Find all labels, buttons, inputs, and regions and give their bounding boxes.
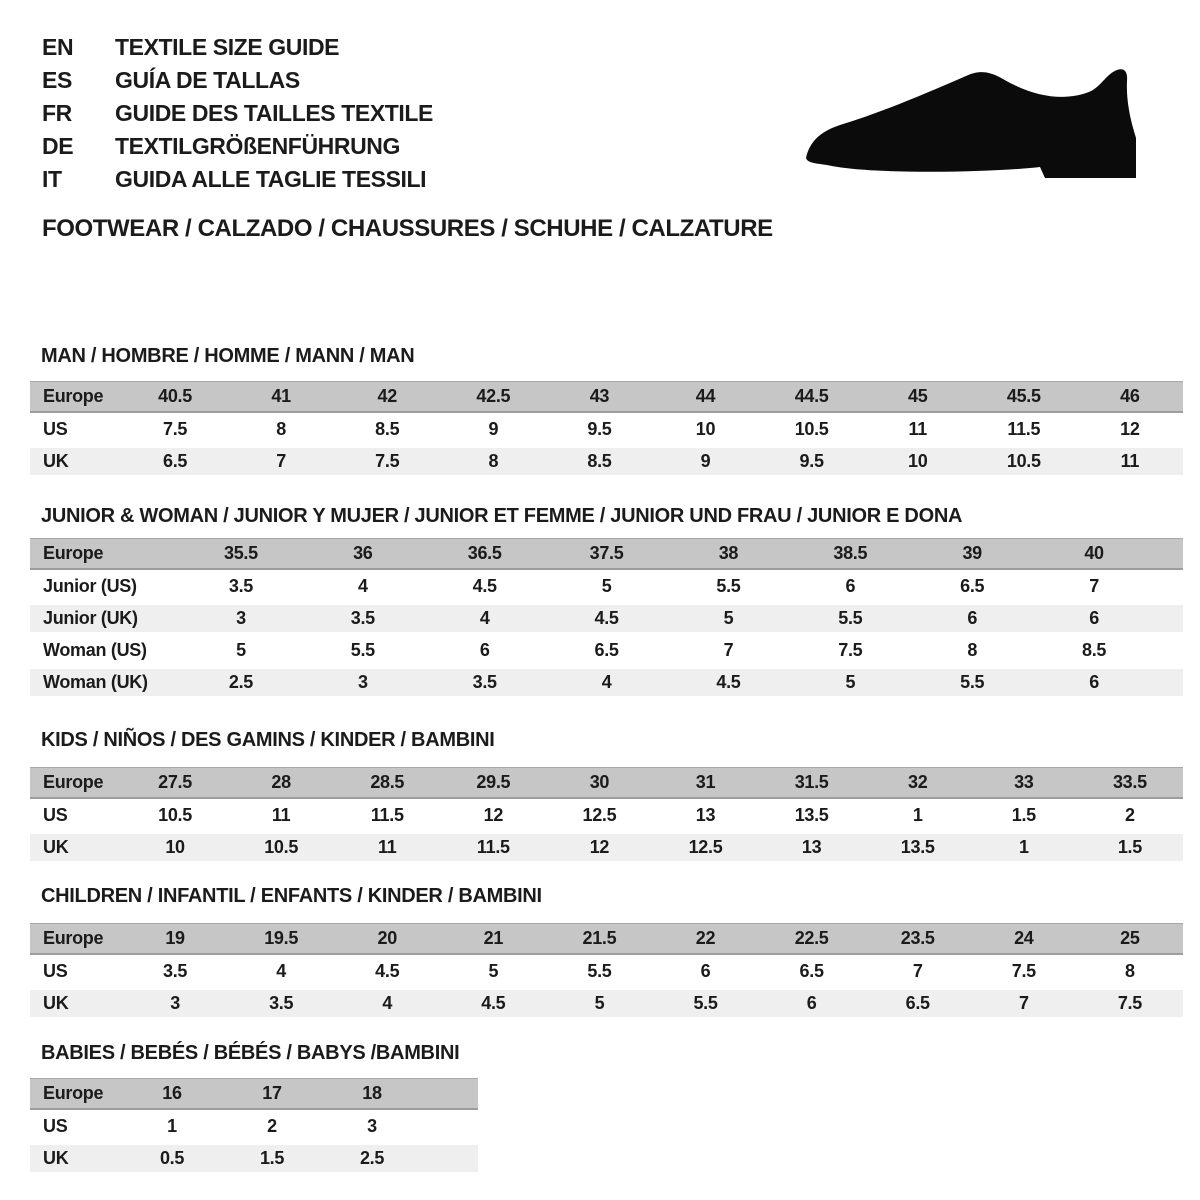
size-cell: 6.5 <box>905 993 930 1013</box>
table-row <box>30 1142 478 1174</box>
size-cell: 5.5 <box>960 672 985 692</box>
size-cell: 4 <box>479 608 490 628</box>
language-row-es <box>42 64 433 97</box>
size-cell: 11.5 <box>1007 418 1041 439</box>
size-cell: 1 <box>912 804 923 825</box>
row-label: Europe <box>43 1083 104 1103</box>
size-cell: 19 <box>165 928 185 948</box>
size-cell: 10 <box>165 837 185 857</box>
size-cell: 23.5 <box>900 928 935 948</box>
size-cell: 33 <box>1014 772 1034 792</box>
size-cell: 13 <box>801 837 822 857</box>
table-row <box>30 1078 478 1110</box>
size-cell: 6 <box>806 993 817 1013</box>
size-cell: 17 <box>262 1083 282 1103</box>
language-label: GUÍA DE TALLAS <box>115 67 300 93</box>
size-cell: 16 <box>162 1083 182 1103</box>
size-cell: 7.5 <box>1117 993 1142 1013</box>
size-cell: 5 <box>845 672 856 692</box>
size-table-kids <box>30 767 1183 863</box>
size-cell: 7 <box>276 451 286 471</box>
size-cell: 0.5 <box>159 1148 185 1168</box>
size-cell: 8.5 <box>587 451 612 471</box>
table-row <box>30 767 1183 799</box>
table-row <box>30 538 1183 570</box>
size-cell: 8 <box>967 639 978 660</box>
size-table-junior-woman <box>30 538 1183 698</box>
size-cell: 5.5 <box>838 608 863 628</box>
size-cell: 3 <box>236 608 246 628</box>
size-cell: 3.5 <box>350 608 375 628</box>
size-cell: 2 <box>1125 804 1135 825</box>
section-title-children: CHILDREN / INFANTIL / ENFANTS / KINDER / BAMBINI <box>41 885 542 907</box>
size-cell: 29.5 <box>476 772 511 792</box>
size-cell: 6.5 <box>594 639 619 660</box>
size-cell: 4 <box>276 960 286 981</box>
size-cell: 3.5 <box>162 960 188 981</box>
row-label: US <box>43 418 68 439</box>
size-cell: 44.5 <box>794 386 829 406</box>
size-cell: 7 <box>1018 993 1029 1013</box>
row-label: Junior (UK) <box>43 608 138 628</box>
size-cell: 5.5 <box>350 639 375 660</box>
size-cell: 8 <box>488 451 499 471</box>
size-cell: 3.5 <box>228 575 253 596</box>
size-cell: 8 <box>1125 960 1135 981</box>
size-cell: 31.5 <box>794 772 829 792</box>
table-row <box>30 570 1183 602</box>
size-cell: 6.5 <box>799 960 824 981</box>
size-cell: 36 <box>353 543 373 563</box>
size-cell: 10.5 <box>1006 451 1041 471</box>
row-label: Woman (US) <box>43 639 147 660</box>
size-cell: 6 <box>845 575 856 596</box>
size-cell: 12 <box>483 804 504 825</box>
size-cell: 4 <box>601 672 612 692</box>
size-cell: 45 <box>907 386 928 406</box>
size-cell: 38 <box>718 543 739 563</box>
size-cell: 1.5 <box>1011 804 1036 825</box>
size-cell: 9.5 <box>587 418 612 439</box>
size-cell: 10.5 <box>264 837 299 857</box>
size-cell: 6 <box>967 608 978 628</box>
size-cell: 32 <box>907 772 928 792</box>
size-cell: 33.5 <box>1112 772 1147 792</box>
size-cell: 6 <box>1089 608 1099 628</box>
size-cell: 8.5 <box>375 418 400 439</box>
size-cell: 3 <box>357 672 368 692</box>
size-cell: 44 <box>695 386 716 406</box>
shoe-silhouette-svg <box>800 62 1140 200</box>
size-cell: 13 <box>695 804 716 825</box>
table-row <box>30 831 1183 863</box>
table-row <box>30 445 1183 477</box>
size-cell: 4 <box>382 993 393 1013</box>
row-label: UK <box>43 993 69 1013</box>
row-label: Europe <box>43 772 104 792</box>
shoe-icon <box>800 62 1140 200</box>
size-cell: 11 <box>1120 451 1140 471</box>
size-cell: 2.5 <box>228 672 253 692</box>
size-cell: 5.5 <box>693 993 718 1013</box>
table-row <box>30 381 1183 413</box>
language-code: FR <box>42 100 72 126</box>
size-cell: 43 <box>589 386 610 406</box>
size-cell: 12.5 <box>582 804 617 825</box>
size-table-children <box>30 923 1183 1019</box>
size-cell: 9.5 <box>799 451 824 471</box>
language-code: IT <box>42 166 62 192</box>
size-table-babies <box>30 1078 478 1174</box>
size-cell: 3 <box>170 993 180 1013</box>
size-cell: 4.5 <box>716 672 741 692</box>
size-cell: 11 <box>271 804 291 825</box>
size-cell: 18 <box>362 1083 382 1103</box>
size-cell: 13.5 <box>900 837 935 857</box>
size-cell: 40 <box>1084 543 1104 563</box>
size-cell: 7.5 <box>1011 960 1036 981</box>
size-cell: 5 <box>488 960 499 981</box>
size-cell: 22.5 <box>794 928 829 948</box>
size-cell: 8 <box>276 418 286 439</box>
size-cell: 5 <box>236 639 246 660</box>
size-cell: 45.5 <box>1006 386 1041 406</box>
size-cell: 39 <box>962 543 982 563</box>
size-cell: 20 <box>377 928 397 948</box>
size-cell: 13.5 <box>794 804 829 825</box>
size-cell: 7 <box>723 639 734 660</box>
size-cell: 11 <box>908 418 927 439</box>
size-cell: 4.5 <box>472 575 497 596</box>
size-cell: 2 <box>267 1115 277 1136</box>
size-cell: 25 <box>1120 928 1140 948</box>
size-cell: 4.5 <box>375 960 400 981</box>
size-cell: 1.5 <box>1117 837 1142 857</box>
size-cell: 11.5 <box>476 837 510 857</box>
size-cell: 46 <box>1120 386 1140 406</box>
language-row-de <box>42 130 433 163</box>
size-cell: 6.5 <box>960 575 985 596</box>
size-cell: 5.5 <box>587 960 612 981</box>
language-code: DE <box>42 133 74 159</box>
size-cell: 36.5 <box>467 543 502 563</box>
row-label: Europe <box>43 543 104 563</box>
size-cell: 9 <box>488 418 499 439</box>
size-cell: 35.5 <box>224 543 258 563</box>
size-cell: 10 <box>695 418 716 439</box>
size-cell: 28.5 <box>370 772 405 792</box>
size-cell: 1 <box>1018 837 1029 857</box>
size-cell: 40.5 <box>158 386 192 406</box>
size-cell: 28 <box>271 772 291 792</box>
table-row <box>30 634 1183 666</box>
section-title-junior-woman: JUNIOR & WOMAN / JUNIOR Y MUJER / JUNIOR ET FEMME / JUNIOR UND FRAU / JUNIOR E DONA <box>41 505 963 527</box>
size-cell: 4.5 <box>594 608 619 628</box>
row-label: US <box>43 804 68 825</box>
size-cell: 8.5 <box>1082 639 1107 660</box>
language-code: ES <box>42 67 72 93</box>
size-cell: 3.5 <box>472 672 497 692</box>
size-cell: 21.5 <box>582 928 617 948</box>
row-label: US <box>43 1115 68 1136</box>
size-cell: 7 <box>912 960 923 981</box>
size-cell: 4 <box>357 575 368 596</box>
size-cell: 1.5 <box>259 1148 285 1168</box>
size-cell: 22 <box>695 928 716 948</box>
section-title-kids: KIDS / NIÑOS / DES GAMINS / KINDER / BAMBINI <box>41 729 495 751</box>
table-row <box>30 666 1183 698</box>
table-row <box>30 799 1183 831</box>
language-title-list <box>42 31 433 196</box>
size-cell: 10.5 <box>794 418 829 439</box>
size-cell: 42.5 <box>476 386 511 406</box>
size-cell: 12.5 <box>688 837 723 857</box>
language-label: GUIDA ALLE TAGLIE TESSILI <box>115 166 427 192</box>
language-label: GUIDE DES TAILLES TEXTILE <box>115 100 433 126</box>
row-label: Europe <box>43 928 104 948</box>
size-cell: 27.5 <box>158 772 192 792</box>
size-cell: 1 <box>167 1115 177 1136</box>
size-cell: 11.5 <box>370 804 404 825</box>
table-row <box>30 1110 478 1142</box>
language-row-en <box>42 31 433 64</box>
size-cell: 9 <box>700 451 711 471</box>
size-cell: 21 <box>483 928 504 948</box>
section-title-man: MAN / HOMBRE / HOMME / MANN / MAN <box>41 345 415 367</box>
size-cell: 6 <box>479 639 490 660</box>
language-label: TEXTILGRÖßENFÜHRUNG <box>115 133 400 159</box>
table-row <box>30 923 1183 955</box>
size-cell: 11 <box>378 837 397 857</box>
row-label: UK <box>43 1148 69 1168</box>
table-row <box>30 987 1183 1019</box>
size-cell: 4.5 <box>481 993 506 1013</box>
size-cell: 10 <box>907 451 928 471</box>
size-cell: 7.5 <box>375 451 400 471</box>
size-cell: 31 <box>695 772 716 792</box>
size-cell: 5 <box>601 575 612 596</box>
row-label: Junior (US) <box>43 575 137 596</box>
row-label: UK <box>43 451 69 471</box>
size-cell: 12 <box>1120 418 1140 439</box>
size-cell: 12 <box>589 837 610 857</box>
size-cell: 30 <box>589 772 610 792</box>
row-label: US <box>43 960 68 981</box>
size-cell: 6 <box>700 960 711 981</box>
size-cell: 5 <box>723 608 734 628</box>
category-heading: FOOTWEAR / CALZADO / CHAUSSURES / SCHUHE / CALZATURE <box>42 215 773 242</box>
size-cell: 42 <box>377 386 397 406</box>
size-cell: 24 <box>1014 928 1034 948</box>
size-cell: 41 <box>271 386 291 406</box>
size-cell: 37.5 <box>589 543 624 563</box>
language-code: EN <box>42 34 74 60</box>
size-cell: 19.5 <box>264 928 299 948</box>
size-cell: 38.5 <box>833 543 868 563</box>
row-label: Europe <box>43 386 104 406</box>
size-cell: 7.5 <box>838 639 863 660</box>
table-row <box>30 955 1183 987</box>
language-label: TEXTILE SIZE GUIDE <box>115 34 340 60</box>
size-cell: 7.5 <box>162 418 188 439</box>
size-cell: 3.5 <box>269 993 294 1013</box>
section-title-babies: BABIES / BEBÉS / BÉBÉS / BABYS /BAMBINI <box>41 1042 460 1064</box>
row-label: Woman (UK) <box>43 672 148 692</box>
size-cell: 2.5 <box>359 1148 385 1168</box>
size-table-man <box>30 381 1183 477</box>
size-cell: 5.5 <box>716 575 741 596</box>
language-row-fr <box>42 97 433 130</box>
row-label: UK <box>43 837 69 857</box>
table-row <box>30 602 1183 634</box>
language-row-it <box>42 163 433 196</box>
size-cell: 5 <box>594 993 605 1013</box>
size-cell: 7 <box>1089 575 1099 596</box>
size-cell: 6 <box>1089 672 1099 692</box>
size-cell: 10.5 <box>158 804 192 825</box>
table-row <box>30 413 1183 445</box>
size-cell: 3 <box>367 1115 377 1136</box>
size-cell: 6.5 <box>162 451 188 471</box>
